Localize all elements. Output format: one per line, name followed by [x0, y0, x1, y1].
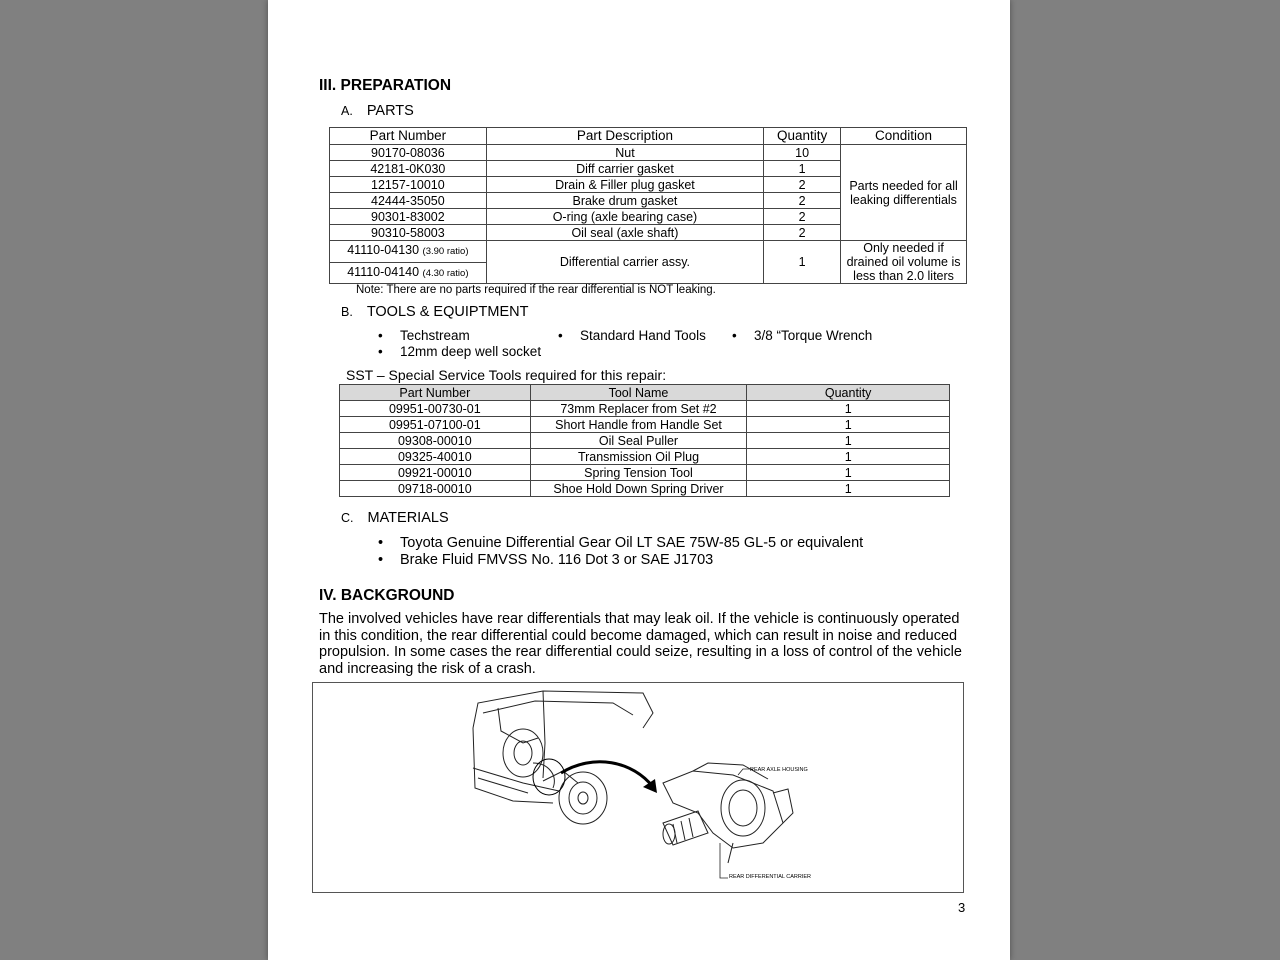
table-row [340, 449, 950, 465]
part-quantity-cell: 2 [764, 193, 841, 209]
table-row [330, 241, 967, 263]
sst-part-cell: 09951-07100-01 [340, 417, 531, 433]
materials-heading-letter: C. [341, 511, 354, 525]
parts-header-quantity: Quantity [764, 128, 841, 145]
rear-differential-carrier-label: REAR DIFFERENTIAL CARRIER [729, 874, 812, 880]
parts-heading-letter: A. [341, 104, 353, 118]
page-number: 3 [958, 900, 966, 915]
carrier-part-cell [330, 262, 487, 284]
differential-figure [312, 682, 964, 893]
part-number-cell: 90301-83002 [330, 209, 487, 225]
sst-qty-cell: 1 [747, 481, 950, 497]
part-quantity-cell: 10 [764, 145, 841, 161]
table-row [340, 417, 950, 433]
part-number-cell: 90310-58003 [330, 225, 487, 241]
carrier-part-number: 41110-04130 [347, 243, 420, 258]
table-row [340, 433, 950, 449]
sst-header-quantity: Quantity [747, 385, 950, 401]
sst-header-tool-name: Tool Name [530, 385, 747, 401]
sst-part-cell: 09325-40010 [340, 449, 531, 465]
sst-header-part-number: Part Number [340, 385, 531, 401]
sst-tool-cell: Spring Tension Tool [530, 465, 747, 481]
parts-table [329, 127, 967, 284]
part-quantity-cell: 2 [764, 177, 841, 193]
sst-tool-cell: Short Handle from Handle Set [530, 417, 747, 433]
materials-heading [341, 510, 449, 526]
parts-heading-text: PARTS [366, 103, 414, 119]
tool-item: • Techstream [400, 328, 470, 343]
part-description-cell: Drain & Filler plug gasket [486, 177, 763, 193]
part-quantity-cell: 1 [764, 161, 841, 177]
sst-part-cell: 09308-00010 [340, 433, 531, 449]
truck-differential-illustration [313, 683, 963, 892]
section-title-background: IV. BACKGROUND [319, 587, 455, 604]
carrier-part-number: 41110-04140 [347, 264, 420, 279]
part-description-cell: Nut [486, 145, 763, 161]
sst-part-cell: 09951-00730-01 [340, 401, 531, 417]
part-quantity-cell: 2 [764, 225, 841, 241]
table-row [340, 481, 950, 497]
tools-heading [341, 304, 529, 320]
material-item: • Brake Fluid FMVSS No. 116 Dot 3 or SAE J1703 [400, 552, 713, 568]
carrier-ratio: (3.90 ratio) [422, 246, 469, 258]
section-title-preparation: III. PREPARATION [319, 77, 452, 94]
tools-heading-text: TOOLS & EQUIPTMENT [366, 304, 529, 320]
parts-heading [341, 103, 414, 119]
sst-qty-cell: 1 [747, 401, 950, 417]
table-row [340, 401, 950, 417]
table-row [330, 145, 967, 161]
carrier-ratio: (4.30 ratio) [422, 267, 469, 279]
materials-heading-text: MATERIALS [367, 510, 449, 526]
carrier-quantity-cell: 1 [764, 241, 841, 284]
parts-header-description: Part Description [486, 128, 763, 145]
material-item: • Toyota Genuine Differential Gear Oil LT SAE 75W-85 GL-5 or equivalent [400, 535, 863, 551]
table-row [340, 465, 950, 481]
sst-tool-cell: Oil Seal Puller [530, 433, 747, 449]
sst-tool-cell: 73mm Replacer from Set #2 [530, 401, 747, 417]
tools-heading-letter: B. [341, 305, 353, 319]
background-paragraph: The involved vehicles have rear differentials that may leak oil. If the vehicle is continuously operated in this condition, the rear differential could become damaged, which can result in noise and reduced propulsion. In some cases the rear differential could seize, resulting in a loss of control of the vehicle and increasing the risk of a crash. [319, 611, 962, 678]
part-description-cell: Brake drum gasket [486, 193, 763, 209]
rear-axle-housing-label: REAR AXLE HOUSING [750, 767, 808, 773]
part-number-cell: 42444-35050 [330, 193, 487, 209]
sst-caption: SST – Special Service Tools required for this repair: [346, 367, 667, 383]
carrier-condition-cell: Only needed if drained oil volume is less than 2.0 liters [841, 241, 967, 284]
part-number-cell: 12157-10010 [330, 177, 487, 193]
parts-header-part-number: Part Number [330, 128, 487, 145]
tool-item: • Standard Hand Tools [580, 328, 706, 343]
carrier-description-cell: Differential carrier assy. [486, 241, 763, 284]
parts-header-condition: Condition [841, 128, 967, 145]
part-number-cell: 90170-08036 [330, 145, 487, 161]
part-description-cell: Diff carrier gasket [486, 161, 763, 177]
part-number-cell: 42181-0K030 [330, 161, 487, 177]
sst-qty-cell: 1 [747, 449, 950, 465]
sst-qty-cell: 1 [747, 433, 950, 449]
parts-note: Note: There are no parts required if the rear differential is NOT leaking. [356, 284, 716, 296]
sst-qty-cell: 1 [747, 417, 950, 433]
part-quantity-cell: 2 [764, 209, 841, 225]
sst-qty-cell: 1 [747, 465, 950, 481]
tool-item: • 12mm deep well socket [400, 344, 541, 359]
document-page [268, 0, 1010, 960]
sst-tool-cell: Shoe Hold Down Spring Driver [530, 481, 747, 497]
condition-all-cell: Parts needed for all leaking differentials [841, 145, 967, 241]
sst-table [339, 384, 950, 497]
sst-tool-cell: Transmission Oil Plug [530, 449, 747, 465]
carrier-part-cell [330, 241, 487, 263]
sst-part-cell: 09921-00010 [340, 465, 531, 481]
part-description-cell: O-ring (axle bearing case) [486, 209, 763, 225]
tool-item: • 3/8 “Torque Wrench [754, 328, 872, 343]
part-description-cell: Oil seal (axle shaft) [486, 225, 763, 241]
sst-part-cell: 09718-00010 [340, 481, 531, 497]
